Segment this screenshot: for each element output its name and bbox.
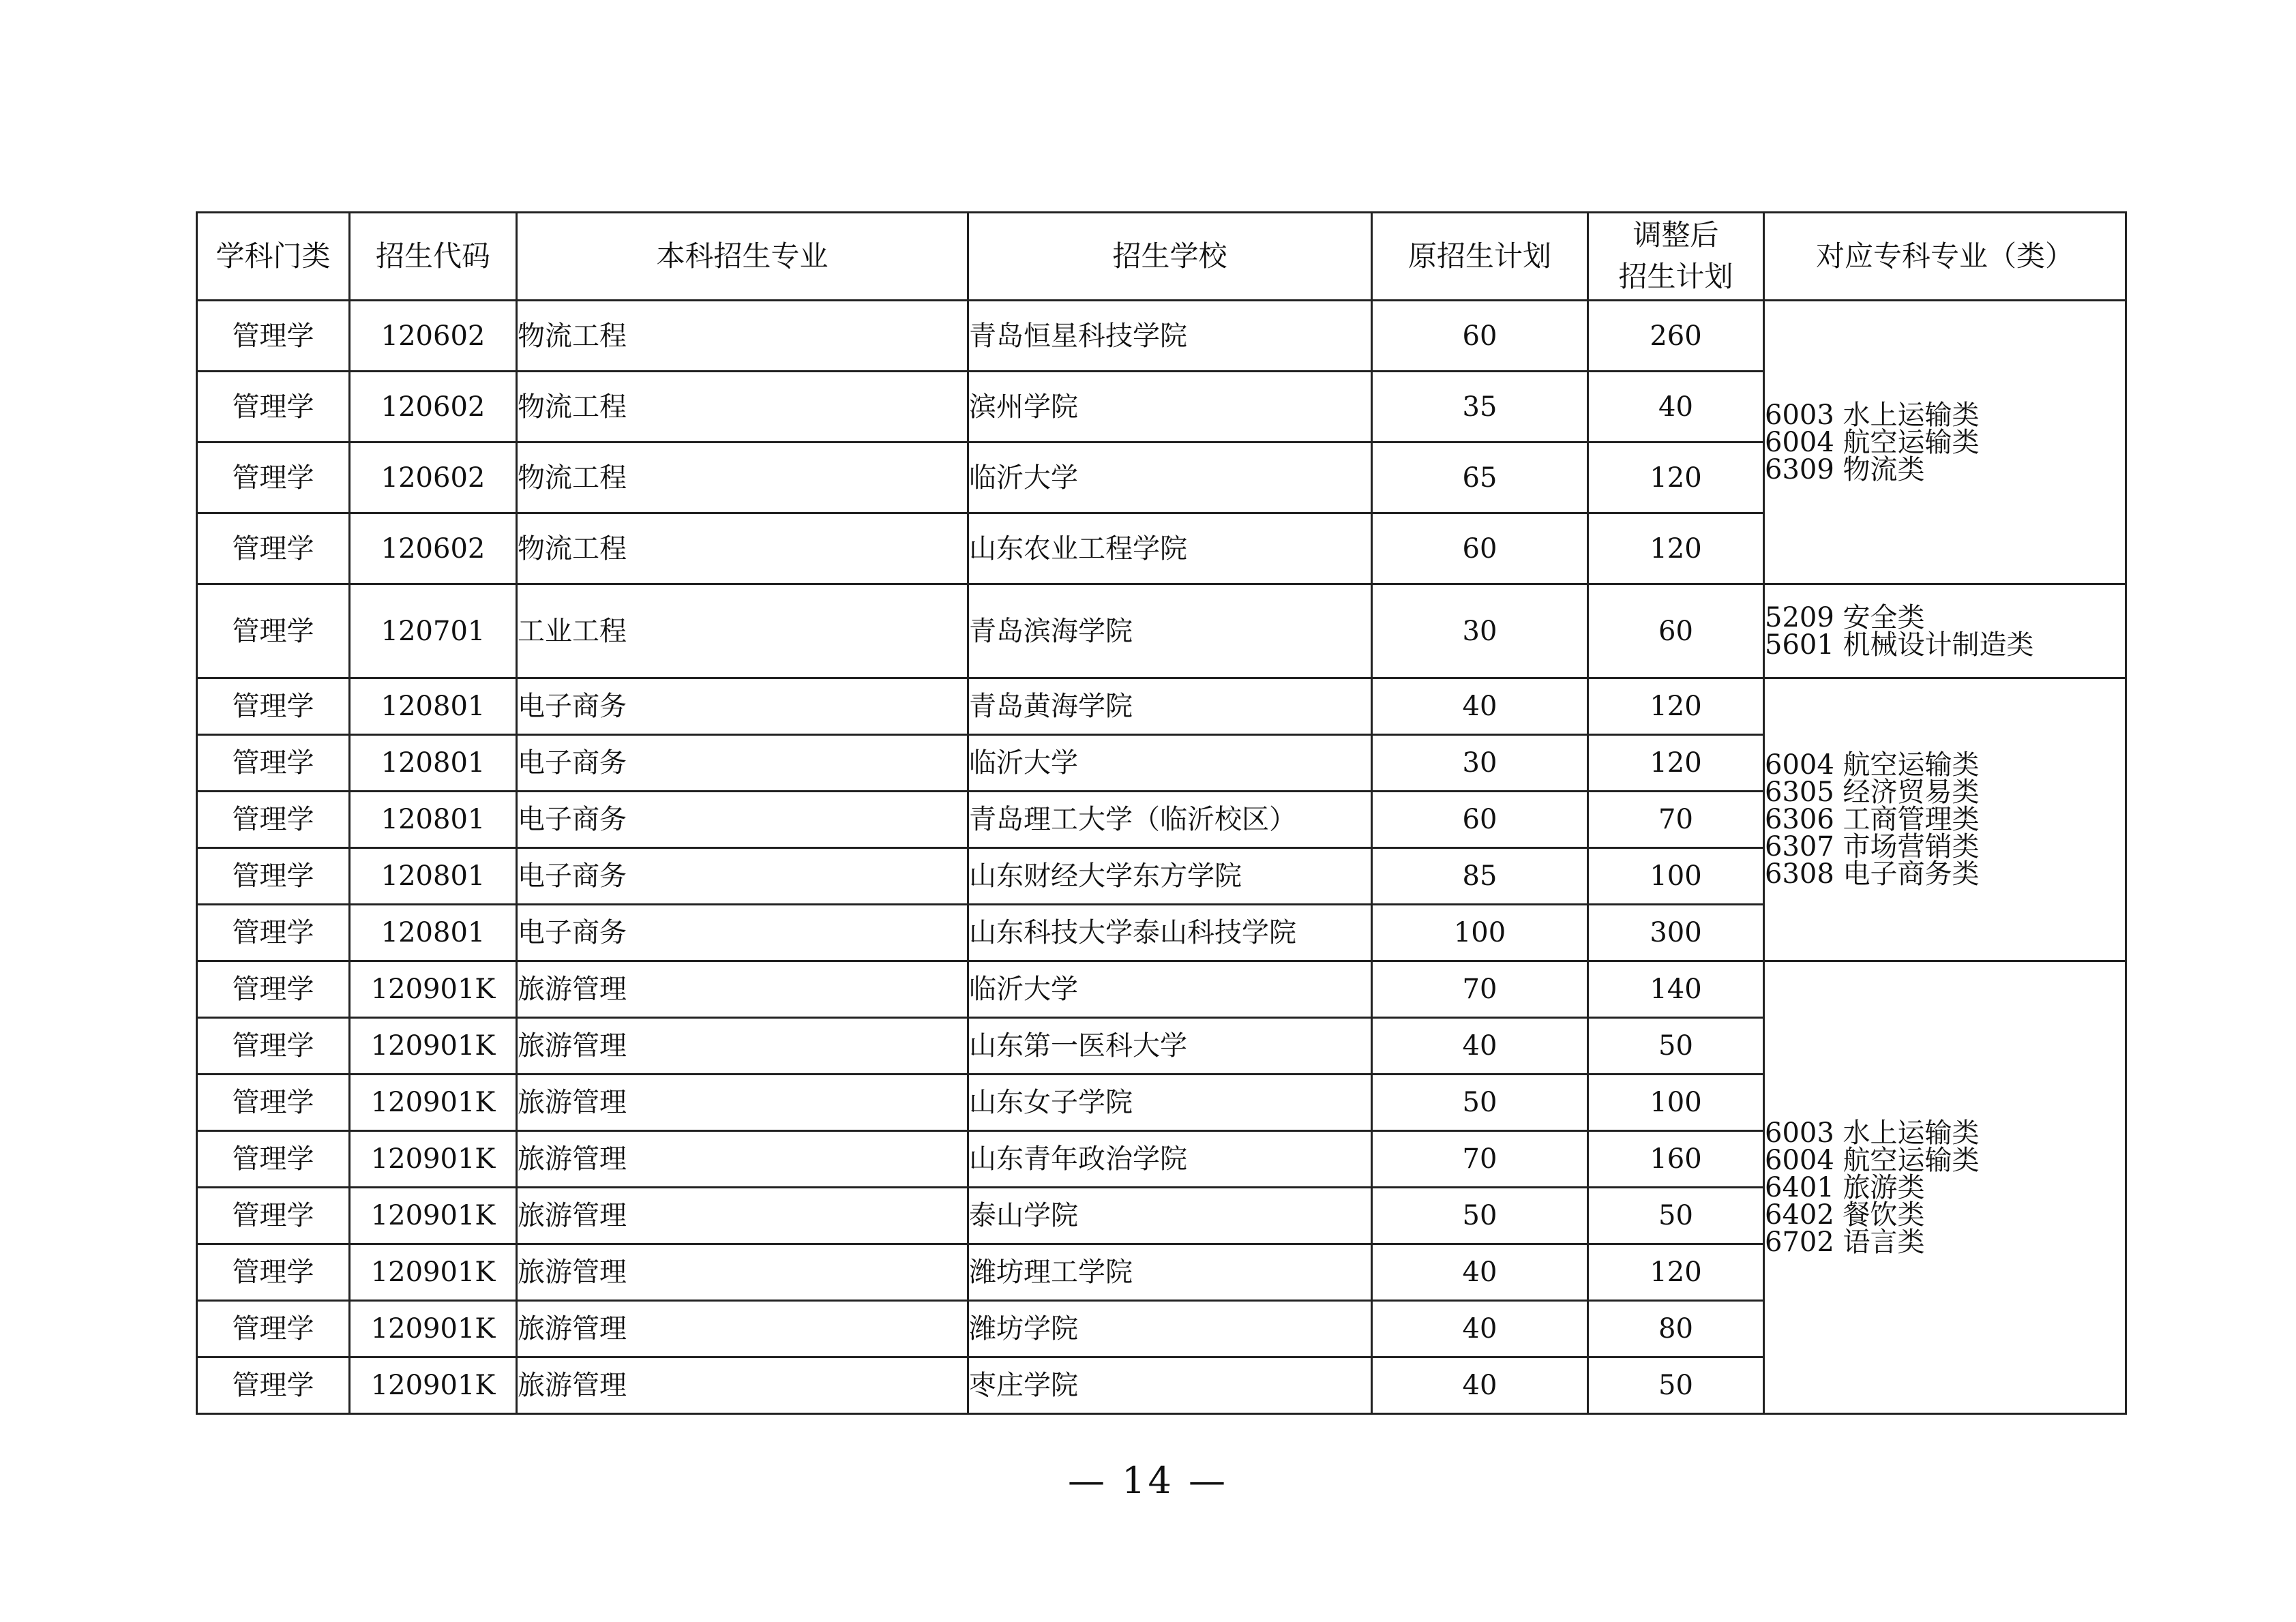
cell-adjusted-plan: 50 [1588,1357,1764,1414]
cell-category: 管理学 [197,301,350,372]
cell-category: 管理学 [197,678,350,735]
cell-major: 工业工程 [517,584,968,678]
mapping-item: 6308 电子商务类 [1765,858,1980,890]
cell-mapping-group [1764,961,2126,1414]
cell-category: 管理学 [197,905,350,961]
cell-code: 120901K [350,961,517,1018]
table-row [197,301,2126,372]
mapping-item: 5209 安全类 [1765,601,1925,633]
cell-mapping-group [1764,584,2126,678]
cell-code: 120901K [350,1244,517,1301]
mapping-item: 6305 经济贸易类 [1765,777,1980,808]
cell-adjusted-plan: 140 [1588,961,1764,1018]
cell-adjusted-plan: 120 [1588,513,1764,584]
cell-major: 旅游管理 [517,1188,968,1244]
cell-major: 物流工程 [517,372,968,442]
cell-school: 潍坊理工学院 [968,1244,1372,1301]
cell-major: 旅游管理 [517,1131,968,1188]
cell-school: 潍坊学院 [968,1301,1372,1357]
cell-category: 管理学 [197,848,350,905]
mapping-item: 6702 语言类 [1765,1226,1925,1258]
table-row [197,678,2126,735]
header-major [517,213,968,301]
cell-original-plan: 40 [1372,1018,1588,1075]
cell-school: 青岛理工大学（临沂校区） [968,792,1372,848]
cell-school: 山东农业工程学院 [968,513,1372,584]
cell-adjusted-plan: 40 [1588,372,1764,442]
header-mapping [1764,213,2126,301]
header-label-line2: 招生计划 [1618,260,1733,293]
cell-major: 旅游管理 [517,1018,968,1075]
cell-category: 管理学 [197,1131,350,1188]
header-label-line1: 调整后 [1632,218,1719,252]
cell-major: 物流工程 [517,513,968,584]
cell-category: 管理学 [197,735,350,792]
cell-school: 山东女子学院 [968,1075,1372,1131]
cell-original-plan: 30 [1372,735,1588,792]
header-row [197,213,2126,301]
cell-adjusted-plan: 120 [1588,678,1764,735]
cell-code: 120801 [350,792,517,848]
cell-code: 120901K [350,1131,517,1188]
cell-category: 管理学 [197,1301,350,1357]
cell-adjusted-plan: 70 [1588,792,1764,848]
cell-school: 山东科技大学泰山科技学院 [968,905,1372,961]
cell-code: 120901K [350,1188,517,1244]
cell-original-plan: 50 [1372,1188,1588,1244]
header-label: 对应专科专业（类） [1815,239,2074,273]
cell-adjusted-plan: 260 [1588,301,1764,372]
mapping-item: 6004 航空运输类 [1765,749,1980,781]
cell-major: 旅游管理 [517,1301,968,1357]
cell-major: 物流工程 [517,442,968,513]
header-category [197,213,350,301]
cell-original-plan: 40 [1372,1357,1588,1414]
table-row [197,584,2126,678]
mapping-item: 5601 机械设计制造类 [1765,629,2034,661]
cell-major: 电子商务 [517,735,968,792]
cell-school: 临沂大学 [968,735,1372,792]
cell-code: 120602 [350,513,517,584]
header-school [968,213,1372,301]
cell-original-plan: 100 [1372,905,1588,961]
mapping-item: 6003 水上运输类 [1765,1117,1980,1149]
cell-adjusted-plan: 300 [1588,905,1764,961]
cell-mapping-group [1764,301,2126,584]
cell-code: 120901K [350,1301,517,1357]
cell-school: 临沂大学 [968,961,1372,1018]
cell-original-plan: 70 [1372,1131,1588,1188]
cell-category: 管理学 [197,1075,350,1131]
cell-category: 管理学 [197,1357,350,1414]
cell-code: 120602 [350,442,517,513]
cell-major: 物流工程 [517,301,968,372]
header-adjusted-plan [1588,213,1764,301]
cell-major: 电子商务 [517,905,968,961]
mapping-item: 6401 旅游类 [1765,1171,1925,1203]
cell-adjusted-plan: 80 [1588,1301,1764,1357]
cell-school: 泰山学院 [968,1188,1372,1244]
cell-major: 电子商务 [517,848,968,905]
cell-school: 山东青年政治学院 [968,1131,1372,1188]
cell-original-plan: 70 [1372,961,1588,1018]
cell-major: 旅游管理 [517,961,968,1018]
enrollment-table [196,211,2127,1415]
mapping-item: 6307 市场营销类 [1765,831,1980,862]
cell-school: 青岛黄海学院 [968,678,1372,735]
cell-original-plan: 65 [1372,442,1588,513]
cell-category: 管理学 [197,1244,350,1301]
mapping-item: 6003 水上运输类 [1765,399,1980,431]
cell-code: 120901K [350,1018,517,1075]
cell-school: 滨州学院 [968,372,1372,442]
cell-original-plan: 60 [1372,792,1588,848]
cell-major: 电子商务 [517,792,968,848]
cell-adjusted-plan: 120 [1588,442,1764,513]
cell-adjusted-plan: 120 [1588,735,1764,792]
cell-category: 管理学 [197,372,350,442]
mapping-item: 6309 物流类 [1765,453,1925,485]
mapping-item: 6402 餐饮类 [1765,1199,1925,1231]
header-code [350,213,517,301]
cell-mapping-group [1764,678,2126,961]
cell-category: 管理学 [197,961,350,1018]
cell-code: 120701 [350,584,517,678]
cell-code: 120901K [350,1357,517,1414]
header-original-plan [1372,213,1588,301]
cell-adjusted-plan: 60 [1588,584,1764,678]
cell-original-plan: 40 [1372,1244,1588,1301]
header-label: 本科招生专业 [656,239,829,273]
cell-category: 管理学 [197,1018,350,1075]
cell-major: 电子商务 [517,678,968,735]
cell-category: 管理学 [197,792,350,848]
page-number: — 14 — [1067,1459,1229,1502]
cell-major: 旅游管理 [517,1357,968,1414]
cell-code: 120901K [350,1075,517,1131]
cell-original-plan: 50 [1372,1075,1588,1131]
cell-major: 旅游管理 [517,1075,968,1131]
cell-major: 旅游管理 [517,1244,968,1301]
mapping-item: 6306 工商管理类 [1765,804,1980,835]
cell-school: 枣庄学院 [968,1357,1372,1414]
cell-original-plan: 35 [1372,372,1588,442]
mapping-item: 6004 航空运输类 [1765,1144,1980,1176]
cell-original-plan: 85 [1372,848,1588,905]
header-label: 原招生计划 [1407,239,1551,273]
mapping-item: 6004 航空运输类 [1765,426,1980,458]
cell-original-plan: 60 [1372,513,1588,584]
cell-code: 120801 [350,678,517,735]
cell-code: 120602 [350,301,517,372]
cell-category: 管理学 [197,442,350,513]
cell-adjusted-plan: 50 [1588,1018,1764,1075]
cell-category: 管理学 [197,513,350,584]
cell-code: 120602 [350,372,517,442]
cell-adjusted-plan: 50 [1588,1188,1764,1244]
table-body [197,301,2126,1414]
cell-original-plan: 40 [1372,678,1588,735]
cell-adjusted-plan: 100 [1588,848,1764,905]
cell-code: 120801 [350,905,517,961]
cell-category: 管理学 [197,584,350,678]
cell-original-plan: 30 [1372,584,1588,678]
cell-adjusted-plan: 160 [1588,1131,1764,1188]
cell-original-plan: 60 [1372,301,1588,372]
cell-school: 山东财经大学东方学院 [968,848,1372,905]
cell-code: 120801 [350,735,517,792]
cell-school: 山东第一医科大学 [968,1018,1372,1075]
cell-adjusted-plan: 100 [1588,1075,1764,1131]
table-row [197,961,2126,1018]
header-label: 招生学校 [1112,239,1227,273]
cell-code: 120801 [350,848,517,905]
header-label: 学科门类 [215,239,331,273]
cell-adjusted-plan: 120 [1588,1244,1764,1301]
cell-school: 临沂大学 [968,442,1372,513]
header-label: 招生代码 [375,239,490,273]
cell-school: 青岛滨海学院 [968,584,1372,678]
cell-school: 青岛恒星科技学院 [968,301,1372,372]
cell-category: 管理学 [197,1188,350,1244]
cell-original-plan: 40 [1372,1301,1588,1357]
